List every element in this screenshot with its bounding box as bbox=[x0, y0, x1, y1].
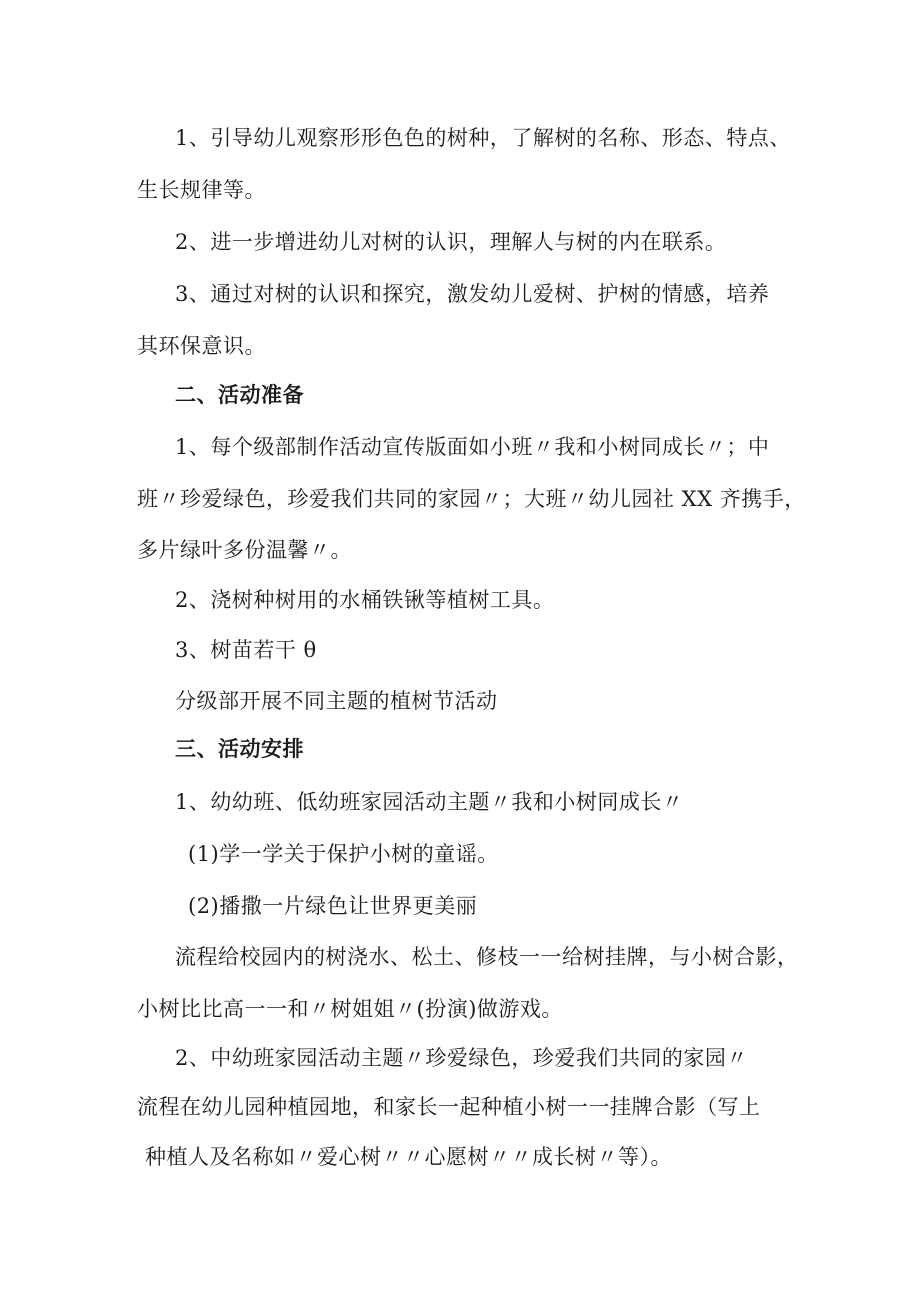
preparation-1-line-3: 多片绿叶多份温馨〃。 bbox=[137, 538, 352, 562]
objective-3-line-2: 其环保意识。 bbox=[137, 334, 266, 358]
preparation-1-line-1: 1、每个级部制作活动宣传版面如小班〃我和小树同成长〃；中 bbox=[175, 435, 770, 459]
arrangement-1-sub-2: (2)播撒一片绿色让世界更美丽 bbox=[188, 894, 478, 918]
objective-3-line-1: 3、通过对树的认识和探究，激发幼儿爱树、护树的情感，培养 bbox=[175, 282, 770, 306]
arrangement-1-sub-1: (1)学一学关于保护小树的童谣。 bbox=[188, 842, 499, 866]
arrangement-1-flow-line-2: 小树比比高一一和〃树姐姐〃(扮演)做游戏。 bbox=[137, 997, 563, 1021]
arrangement-1-flow-line-1: 流程给校园内的树浇水、松土、修枝一一给树挂牌，与小树合影， bbox=[175, 945, 799, 969]
preparation-1-line-2: 班〃珍爱绿色，珍爱我们共同的家园〃；大班〃幼儿园社 XX 齐携手， bbox=[137, 487, 806, 511]
arrangement-1-title: 1、幼幼班、低幼班家园活动主题〃我和小树同成长〃 bbox=[175, 790, 684, 814]
arrangement-2-flow-line-1: 流程在幼儿园种植园地，和家长一起种植小树一一挂牌合影（写上 bbox=[137, 1095, 761, 1119]
section-heading-preparation: 二、活动准备 bbox=[175, 383, 304, 407]
preparation-2: 2、浇树种树用的水桶铁锹等植树工具。 bbox=[175, 588, 555, 612]
preparation-3: 3、树苗若干 θ bbox=[175, 638, 317, 662]
arrangement-2-flow-line-2: 种植人及名称如〃爱心树〃〃心愿树〃〃成长树〃等）。 bbox=[145, 1145, 672, 1169]
preparation-note: 分级部开展不同主题的植树节活动 bbox=[175, 689, 498, 713]
section-heading-arrangement: 三、活动安排 bbox=[175, 737, 304, 761]
arrangement-2-title: 2、中幼班家园活动主题〃珍爱绿色，珍爱我们共同的家园〃 bbox=[175, 1046, 748, 1070]
objective-1-line-1: 1、引导幼儿观察形形色色的树种，了解树的名称、形态、特点、 bbox=[175, 126, 791, 150]
objective-2: 2、进一步增进幼儿对树的认识，理解人与树的内在联系。 bbox=[175, 230, 727, 254]
objective-1-line-2: 生长规律等。 bbox=[137, 178, 266, 202]
